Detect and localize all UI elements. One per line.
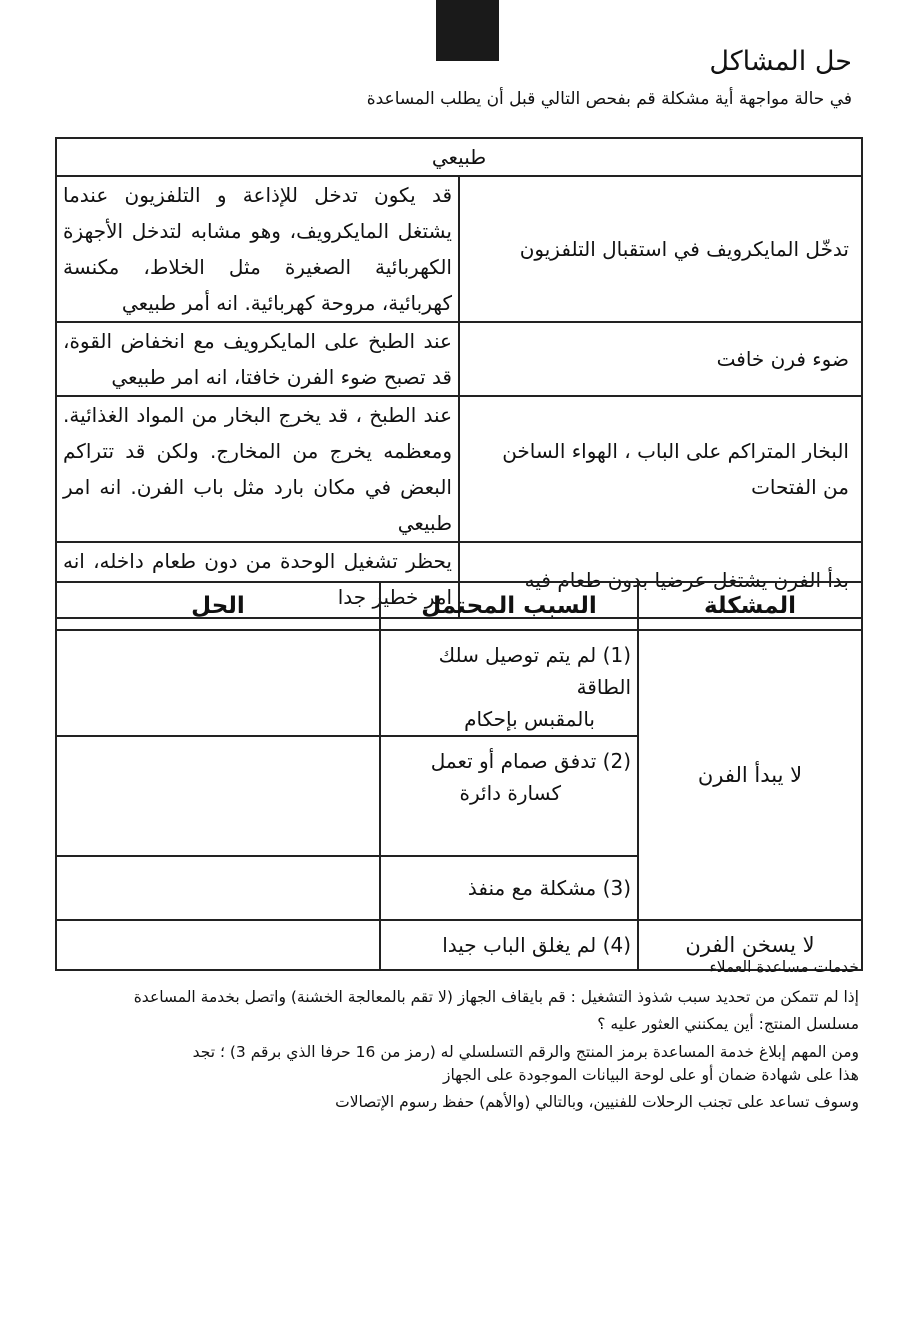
normal-description-cell: عند الطبخ على المايكرويف مع انخفاض القوة، قد تصبح ضوء الفرن خافتا، انه امر طبيعي [56, 322, 459, 396]
page-subtitle: في حالة مواجهة أية مشكلة قم بفحص التالي قبل أن يطلب المساعدة [366, 89, 852, 109]
normal-problem-cell: بدأ الفرن يشتغل عرضيا بدون طعام فيه [459, 542, 862, 618]
cause-cell [380, 856, 638, 920]
notes-line: مسلسل المنتج: أين يمكنني العثور عليه ؟ [597, 1015, 859, 1033]
notes-line: إذا لم تتمكن من تحديد سبب شذوذ التشغيل : قم بايقاف الجهاز (لا تقم بالمعالجة الخشنة) واتصل بخدمة المساعدة [133, 988, 859, 1006]
troubleshooting-table [55, 581, 863, 971]
cause-text: لم يغلق الباب جيدا [442, 933, 597, 957]
column-header-cause: السبب المحتمل [380, 582, 638, 630]
column-header-problem: المشكلة [638, 582, 862, 630]
cause-text: تدفق صمام أو تعمل [430, 749, 597, 773]
normal-table-header: طبيعي [56, 138, 862, 176]
problem-cell: لا يسخن الفرن [638, 920, 862, 970]
customer-service-notes [59, 958, 859, 1111]
normal-problem-cell: البخار المتراكم على الباب ، الهواء الساخن من الفتحات [459, 396, 862, 542]
cause-text: مشكلة مع منفذ [467, 876, 597, 900]
cause-text-continued: كسارة دائرة [459, 781, 561, 805]
normal-problem-cell: ضوء فرن خافت [459, 322, 862, 396]
cause-number: (3) [602, 876, 631, 900]
column-header-solution: الحل [56, 582, 380, 630]
page-tab-marker [436, 0, 499, 61]
notes-heading: خدمات مساعدة العملاء [709, 958, 859, 976]
notes-line: ومن المهم إبلاغ خدمة المساعدة برمز المنتج والرقم التسلسلي له (رمز من 16 حرفا الذي برقم 3) ؛ تجد [192, 1043, 859, 1061]
cause-text: لم يتم توصيل سلك الطاقة [438, 643, 631, 699]
normal-problem-cell: تدخّل المايكرويف في استقبال التلفزيون [459, 176, 862, 322]
normal-description-cell: عند الطبخ ، قد يخرج البخار من المواد الغذائية. ومعظمه يخرج من المخارج. ولكن قد تتراكم البعض في مكان بارد مثل باب الفرن. انه امر طبيعي [56, 396, 459, 542]
cause-number: (2) [602, 749, 631, 773]
notes-line: وسوف تساعد على تجنب الرحلات للفنيين، وبالتالي (والأهم) حفظ رسوم الإتصالات [335, 1093, 859, 1111]
cause-cell [380, 630, 638, 736]
cause-number: (4) [602, 933, 631, 957]
normal-description-cell: يحظر تشغيل الوحدة من دون طعام داخله، انه امر خطير جدا [56, 542, 459, 618]
table-row [56, 630, 862, 736]
solution-cell [56, 856, 380, 920]
notes-line: هذا على شهادة ضمان أو على لوحة البيانات الموجودة على الجهاز [442, 1066, 859, 1084]
cause-cell [380, 736, 638, 856]
normal-behaviour-table [55, 137, 863, 619]
problem-cell: لا يبدأ الفرن [638, 630, 862, 920]
table-row [56, 322, 862, 396]
page-title: حل المشاكل [709, 46, 852, 77]
table-row [56, 396, 862, 542]
table-row [56, 176, 862, 322]
cause-number: (1) [602, 643, 631, 667]
solution-cell [56, 630, 380, 736]
solution-cell [56, 736, 380, 856]
cause-text-continued: بالمقبس بإحكام [464, 707, 595, 731]
normal-description-cell: قد يكون تدخل للإذاعة و التلفزيون عندما يشتغل المايكرويف، وهو مشابه لتدخل الأجهزة الكهربائية الصغيرة مثل الخلاط، مكنسة كهربائية، مروحة كهربائية. انه أمر طبيعي [56, 176, 459, 322]
